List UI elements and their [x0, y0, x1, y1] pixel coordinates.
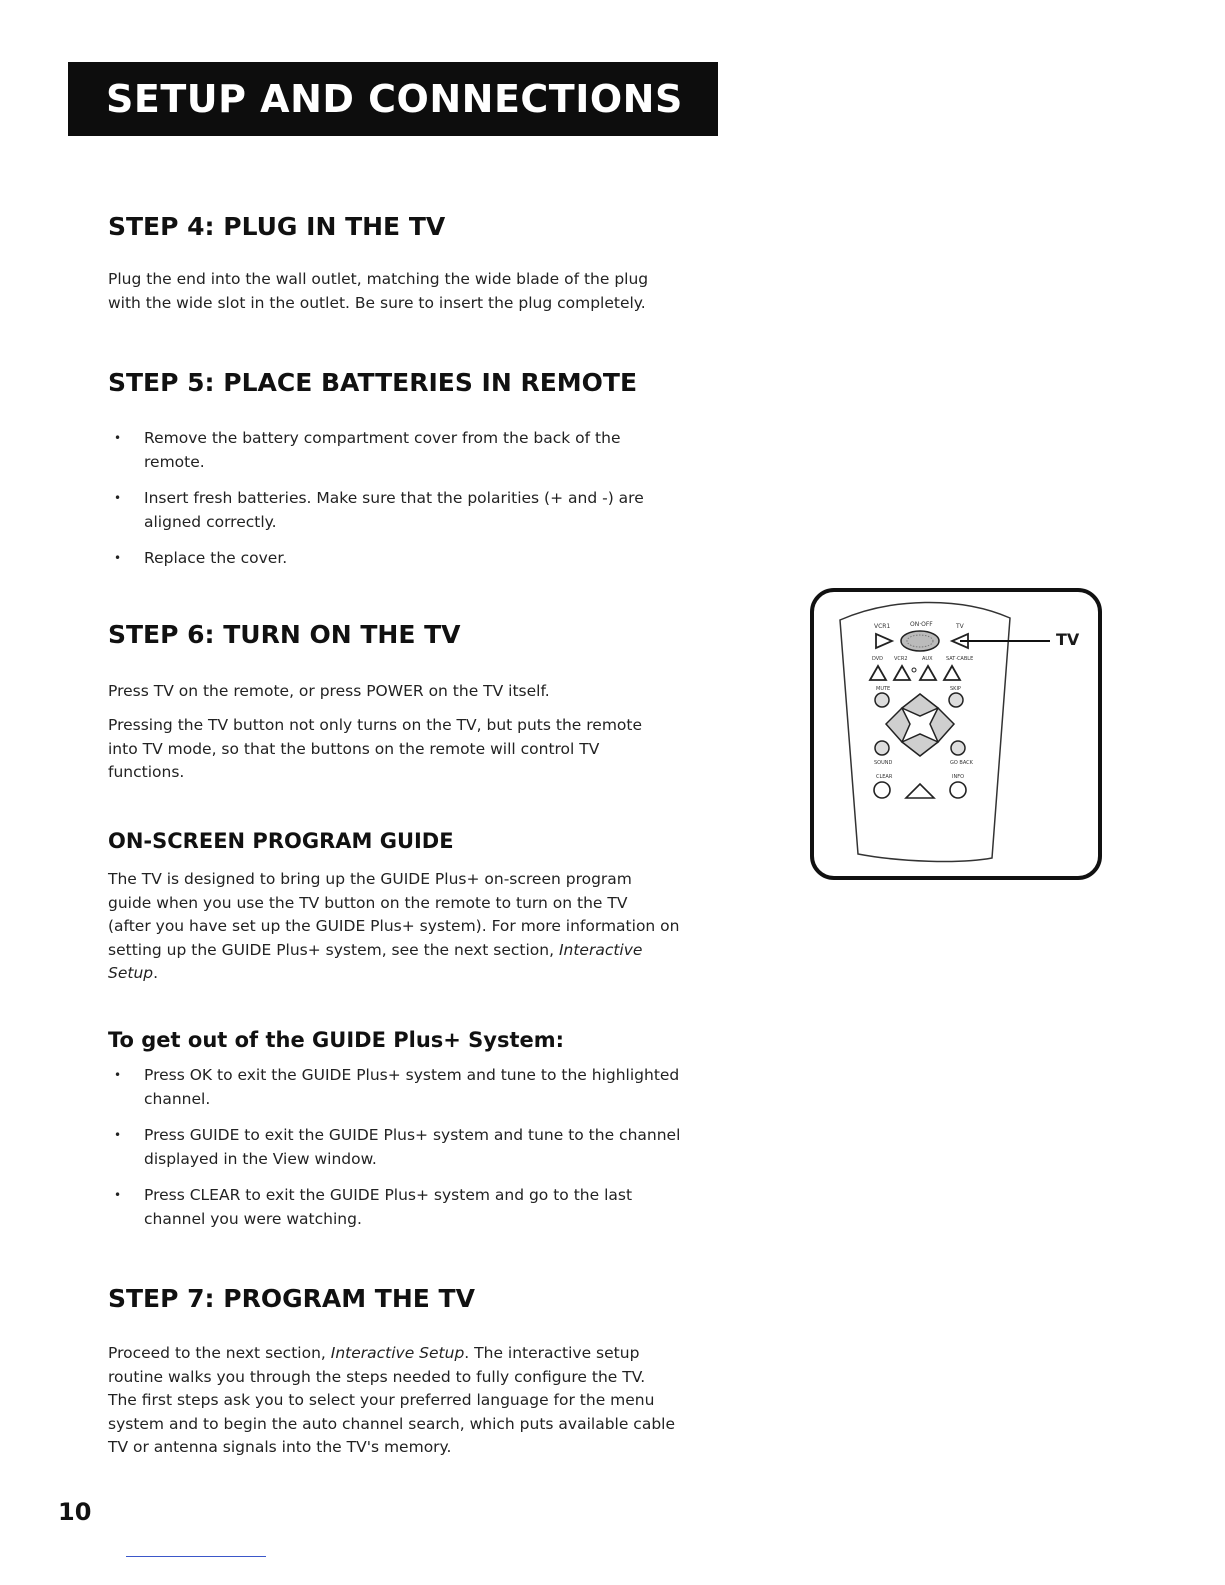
list-item	[108, 487, 644, 534]
step4-line-2: with the wide slot in the outlet. Be sure to insert the plug completely.	[108, 293, 646, 312]
clear-button-icon	[874, 782, 890, 798]
remote-label-sat-cable: SAT·CABLE	[946, 656, 974, 662]
step5-bullet-list	[108, 427, 644, 584]
step4-text	[108, 268, 648, 315]
guide-italic-interactive: Interactive	[558, 940, 643, 959]
remote-label-skip: SKIP	[950, 686, 961, 692]
step5-bullet-1-line-1: Remove the battery compartment cover from the back of the	[144, 429, 621, 447]
step5-bullet-2-line-1: Insert fresh batteries. Make sure that the polarities (+ and -) are	[144, 489, 644, 507]
guide-period: .	[153, 964, 159, 982]
step7-line-3: The first steps ask you to select your preferred language for the menu	[108, 1391, 655, 1409]
step4-heading: STEP 4: PLUG IN THE TV	[108, 212, 446, 241]
page-number: 10	[58, 1498, 92, 1526]
exit-bullet-1-line-1: Press OK to exit the GUIDE Plus+ system and tune to the highlighted	[144, 1066, 680, 1084]
tv-callout-label: TV	[1056, 630, 1080, 649]
remote-label-vcr1: VCR1	[874, 623, 891, 630]
step5-bullet-1-line-2: remote.	[144, 452, 205, 471]
step6-heading: STEP 6: TURN ON THE TV	[108, 620, 461, 649]
guide-line-1: The TV is designed to bring up the GUIDE Plus+ on-screen program	[108, 870, 632, 888]
info-button-icon	[950, 782, 966, 798]
remote-label-dvd: DVD	[872, 656, 884, 662]
step7-text	[108, 1342, 675, 1460]
guide-line-4: setting up the GUIDE Plus+ system, see the next section,	[108, 940, 559, 959]
guide-line-2: guide when you use the TV button on the remote to turn on the TV	[108, 893, 628, 912]
remote-label-aux: AUX	[922, 656, 933, 662]
remote-label-sound: SOUND	[874, 760, 893, 766]
guide-heading: ON-SCREEN PROGRAM GUIDE	[108, 829, 454, 853]
guide-italic-setup: Setup	[108, 964, 154, 982]
exit-bullet-2-line-1: Press GUIDE to exit the GUIDE Plus+ system and tune to the channel	[144, 1126, 681, 1144]
step5-bullet-2-line-2: aligned correctly.	[144, 512, 277, 531]
exit-bullet-1-line-2: channel.	[144, 1089, 211, 1108]
step7-lead: Proceed to the next section,	[108, 1344, 331, 1362]
remote-label-on-off: ON·OFF	[910, 621, 933, 628]
go-back-button-icon	[951, 741, 965, 755]
exit-guide-heading: To get out of the GUIDE Plus+ System:	[108, 1028, 565, 1052]
list-item	[108, 1064, 680, 1111]
exit-bullet-3-line-1: Press CLEAR to exit the GUIDE Plus+ system and go to the last	[144, 1186, 633, 1204]
exit-bullet-2-line-2: displayed in the View window.	[144, 1149, 377, 1168]
list-item	[108, 1184, 680, 1231]
step7-heading: STEP 7: PROGRAM THE TV	[108, 1284, 475, 1313]
remote-label-vcr2: VCR2	[894, 656, 908, 662]
list-item	[108, 1124, 680, 1171]
footer-rule	[126, 1556, 266, 1557]
remote-label-mute: MUTE	[876, 686, 891, 692]
remote-label-clear: CLEAR	[876, 774, 893, 780]
exit-bullet-list	[108, 1064, 680, 1244]
skip-button-icon	[949, 693, 963, 707]
step7-line-5: TV or antenna signals into the TV's memory.	[108, 1438, 452, 1456]
mute-button-icon	[875, 693, 889, 707]
section-banner: SETUP AND CONNECTIONS	[68, 62, 718, 136]
step4-line-1: Plug the end into the wall outlet, matching the wide blade of the plug	[108, 270, 649, 288]
remote-label-tv: TV	[956, 623, 964, 630]
step7-line-1-rest: . The interactive setup	[464, 1344, 640, 1362]
remote-label-info: INFO	[952, 774, 965, 780]
step7-line-4: system and to begin the auto channel search, which puts available cable	[108, 1414, 675, 1433]
guide-line-3: (after you have set up the GUIDE Plus+ system). For more information on	[108, 917, 680, 935]
step6-para2-line-3: functions.	[108, 763, 185, 781]
remote-label-go-back: GO BACK	[950, 760, 973, 766]
step6-para2-line-2: into TV mode, so that the buttons on the remote will control TV	[108, 739, 600, 758]
step6-para2-line-1: Pressing the TV button not only turns on the TV, but puts the remote	[108, 716, 643, 734]
sound-button-icon	[875, 741, 889, 755]
step5-bullet-3-line-1: Replace the cover.	[144, 549, 288, 567]
list-item	[108, 547, 644, 571]
step7-line-2: routine walks you through the steps needed to fully configure the TV.	[108, 1367, 646, 1386]
guide-text	[108, 868, 679, 986]
step6-para-2	[108, 714, 642, 785]
list-item	[108, 427, 644, 474]
step6-para-1: Press TV on the remote, or press POWER on the TV itself.	[108, 682, 550, 700]
step7-italic-interactive-setup: Interactive Setup	[330, 1344, 465, 1362]
step5-heading: STEP 5: PLACE BATTERIES IN REMOTE	[108, 368, 638, 397]
exit-bullet-3-line-2: channel you were watching.	[144, 1209, 362, 1228]
